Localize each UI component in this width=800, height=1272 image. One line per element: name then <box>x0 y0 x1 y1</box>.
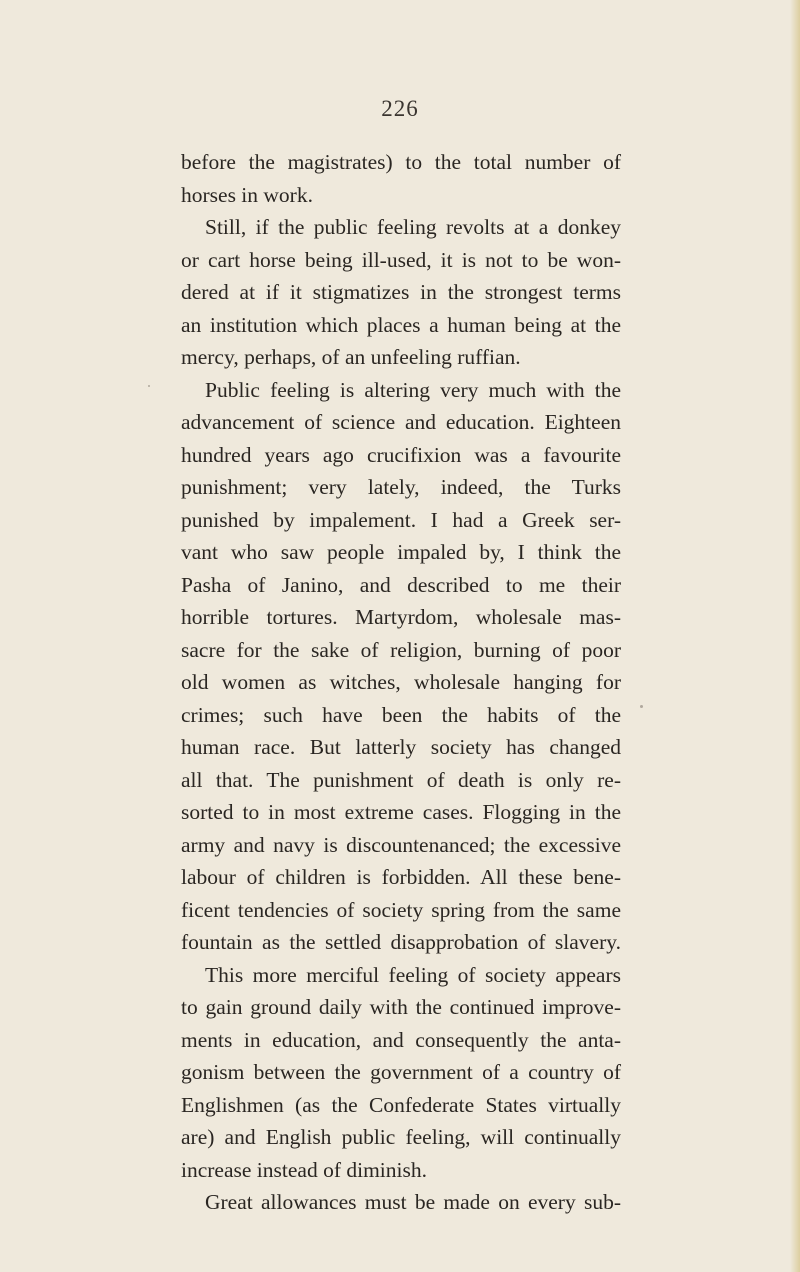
text-line: mercy, perhaps, of an unfeeling ruffian. <box>181 345 521 369</box>
text-line: advancement of science and education. Eighteen <box>181 410 621 434</box>
text-line: increase instead of diminish. <box>181 1157 427 1182</box>
body-text <box>181 146 621 1219</box>
text-line: dered at if it stigmatizes in the strongest terms <box>181 280 621 304</box>
text-line: horrible tortures. Martyrdom, wholesale mas- <box>181 605 621 629</box>
paper-speck <box>148 385 150 387</box>
text-line: army and navy is discountenanced; the excessive <box>181 832 621 857</box>
page-edge-shadow <box>790 0 800 1272</box>
text-line: punished by impalement. I had a Greek ser- <box>181 507 621 532</box>
text-line: horses in work. <box>181 182 313 207</box>
text-line: Great allowances must be made on every sub- <box>205 1190 621 1214</box>
text-line: gonism between the government of a country of <box>181 1060 621 1084</box>
text-line: ficent tendencies of society spring from the same <box>181 897 621 922</box>
text-line: human race. But latterly society has changed <box>181 735 621 759</box>
text-line: Englishmen (as the Confederate States virtually <box>181 1092 621 1117</box>
text-line: old women as witches, wholesale hanging for <box>181 670 621 694</box>
text-line: Public feeling is altering very much with the <box>205 377 621 402</box>
text-line: crimes; such have been the habits of the <box>181 702 621 727</box>
text-line: fountain as the settled disapprobation of slavery. <box>181 930 621 954</box>
text-line: vant who saw people impaled by, I think the <box>181 540 621 564</box>
page-number: 226 <box>381 96 419 121</box>
text-line: sacre for the sake of religion, burning of poor <box>181 637 621 662</box>
text-line: ments in education, and consequently the anta- <box>181 1027 621 1052</box>
text-line: are) and English public feeling, will continually <box>181 1125 621 1149</box>
text-line: Still, if the public feeling revolts at a donkey <box>205 215 621 239</box>
text-line: or cart horse being ill-used, it is not to be won- <box>181 247 621 272</box>
text-line: hundred years ago crucifixion was a favourite <box>181 442 621 467</box>
text-line: sorted to in most extreme cases. Flogging in the <box>181 800 621 824</box>
text-line: Pasha of Janino, and described to me their <box>181 572 621 597</box>
text-line: all that. The punishment of death is only re- <box>181 767 621 792</box>
text-line: before the magistrates) to the total number of <box>181 150 621 174</box>
text-line: labour of children is forbidden. All these bene- <box>181 865 621 889</box>
text-line: an institution which places a human being at the <box>181 312 621 337</box>
paper-speck <box>640 705 643 708</box>
text-line: This more merciful feeling of society appears <box>205 962 621 987</box>
text-line: punishment; very lately, indeed, the Turks <box>181 475 621 499</box>
text-line: to gain ground daily with the continued improve- <box>181 995 621 1019</box>
